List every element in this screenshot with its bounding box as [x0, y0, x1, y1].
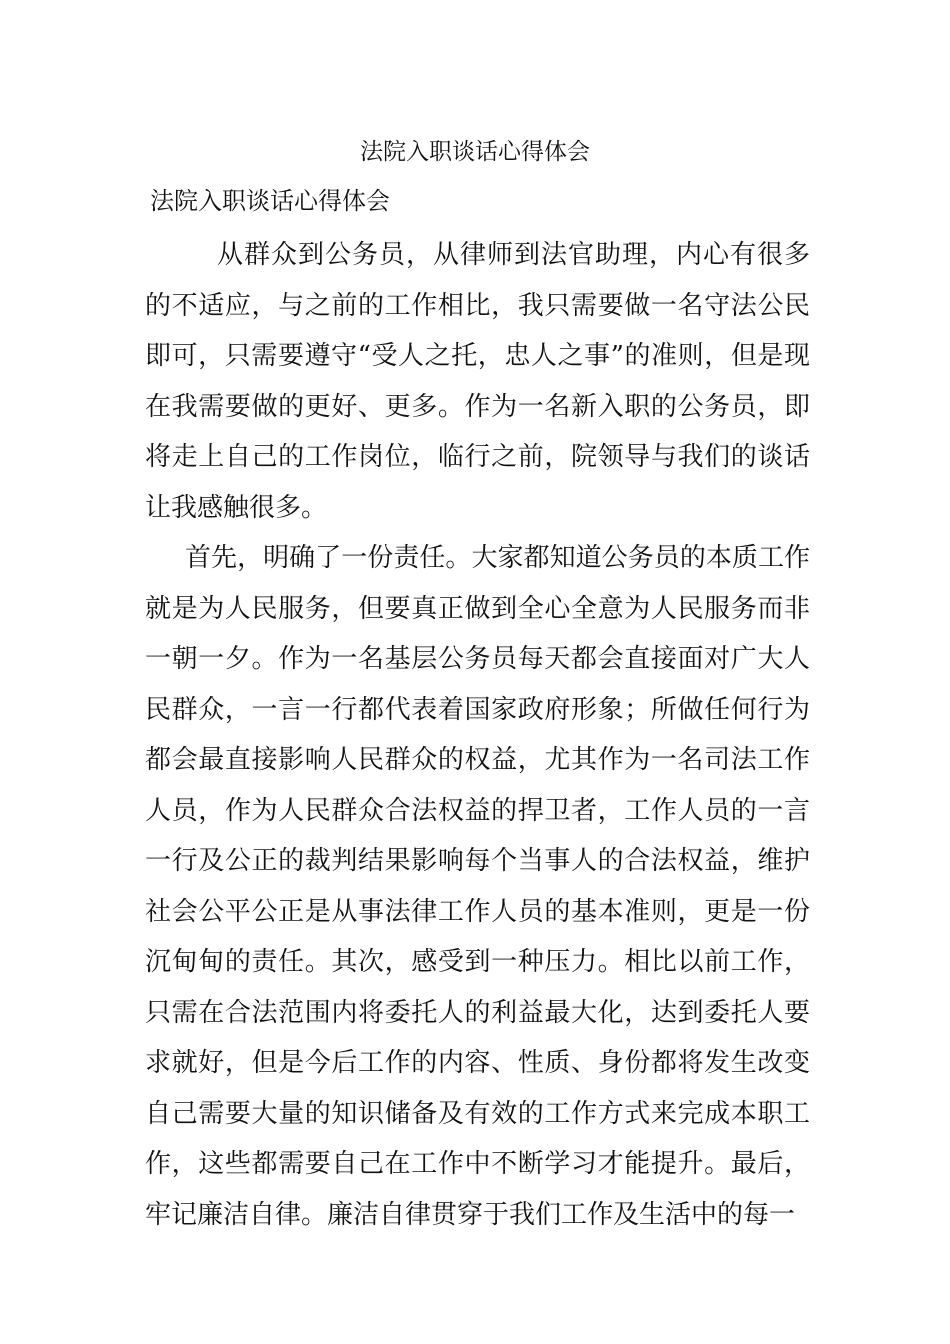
document-body	[145, 230, 810, 1240]
document-title: 法院入职谈话心得体会	[360, 139, 590, 165]
paragraph-intro: 从群众到公务员，从律师到法官助理，内心有很多的不适应，与之前的工作相比，我只需要做一名守法公民即可，只需要遵守“受人之托，忠人之事”的准则，但是现在我需要做的更好、更多。作为一名新入职的公务员，即将走上自己的工作岗位，临行之前，院领导与我们的谈话让我感触很多。	[145, 240, 810, 523]
paragraph-main: 首先，明确了一份责任。大家都知道公务员的本质工作就是为人民服务，但要真正做到全心全意为人民服务而非一朝一夕。作为一名基层公务员每天都会直接面对广大人民群众，一言一行都代表着国家政府形象；所做任何行为都会最直接影响人民群众的权益，尤其作为一名司法工作人员，作为人民群众合法权益的捍卫者，工作人员的一言一行及公正的裁判结果影响每个当事人的合法权益，维护社会公平公正是从事法律工作人员的基本准则，更是一份沉甸甸的责任。其次，感受到一种压力。相比以前工作，只需在合法范围内将委托人的利益最大化，达到委托人要求就好，但是今后工作的内容、性质、身份都将发生改变自己需要大量的知识储备及有效的工作方式来完成本职工作，这些都需要自己在工作中不断学习才能提升。最后，牢记廉洁自律。廉洁自律贯穿于我们工作及生活中的每一	[145, 543, 810, 1230]
document-subtitle: 法院入职谈话心得体会	[150, 187, 390, 215]
